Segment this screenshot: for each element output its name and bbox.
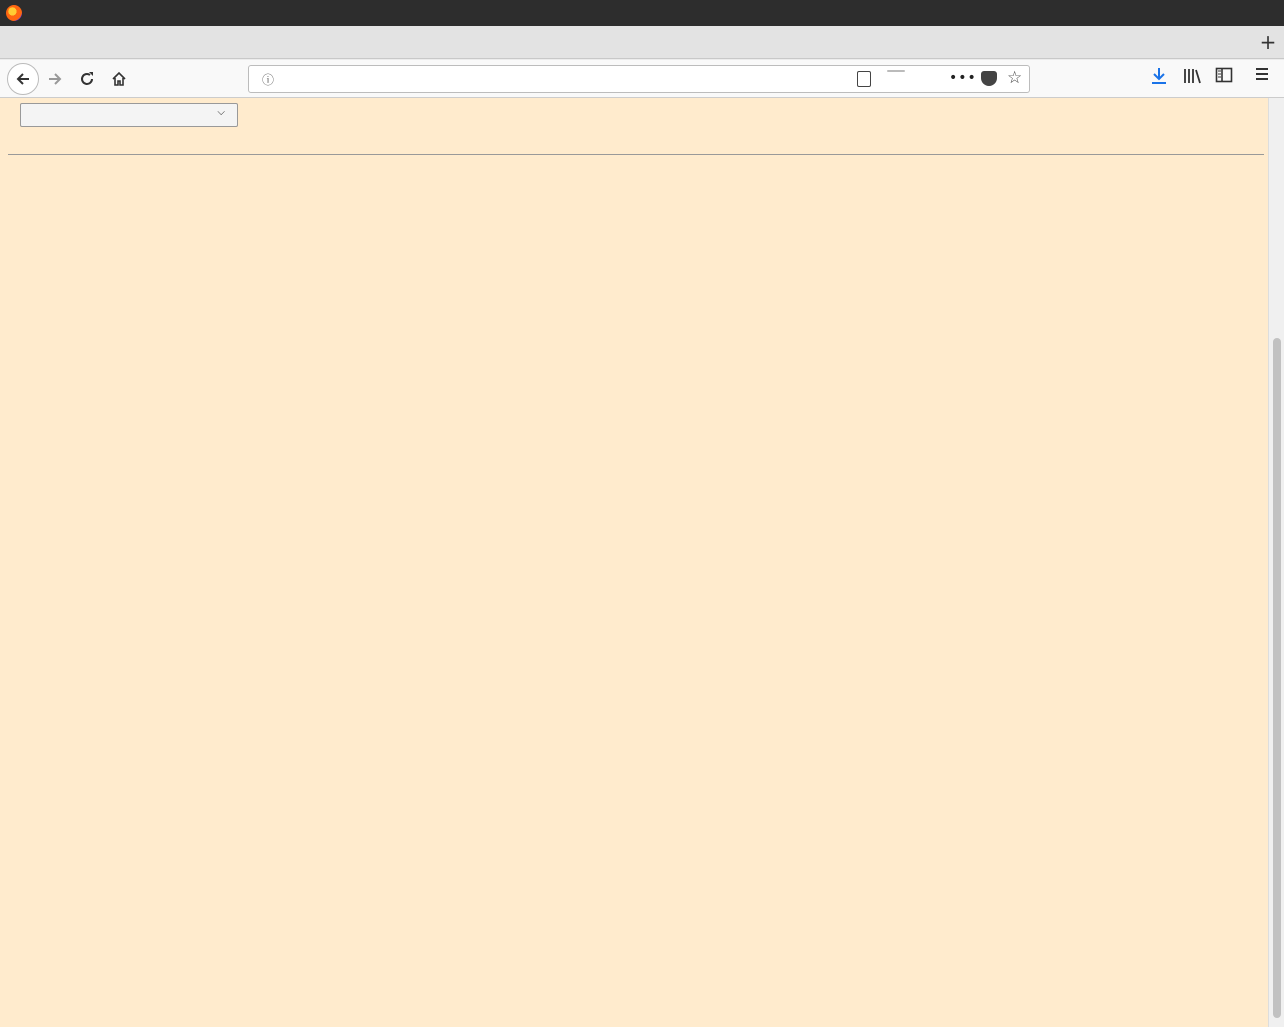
library-icon[interactable]	[1182, 66, 1202, 90]
bookmark-star-icon[interactable]: ☆	[1007, 68, 1023, 88]
vertical-scrollbar[interactable]	[1268, 98, 1284, 1027]
page-actions-icon[interactable]: •••	[949, 70, 977, 86]
pocket-icon[interactable]	[981, 71, 997, 86]
forward-button[interactable]	[42, 66, 68, 92]
system-functions-row	[8, 102, 1264, 128]
reload-icon	[79, 71, 95, 87]
window-titlebar	[0, 0, 1284, 26]
site-info-icon[interactable]: ⓘ	[261, 72, 274, 87]
back-arrow-icon	[15, 71, 31, 87]
home-icon	[111, 71, 127, 87]
back-button[interactable]	[7, 63, 39, 95]
zoom-level-badge[interactable]	[887, 70, 905, 72]
divider	[8, 154, 1264, 155]
firefox-logo-icon	[6, 5, 22, 21]
system-function-select[interactable]	[20, 103, 238, 127]
scrollbar-thumb[interactable]	[1273, 338, 1281, 1018]
chevron-down-icon: ⌵	[217, 107, 225, 118]
home-button[interactable]	[106, 66, 132, 92]
menu-icon[interactable]	[1254, 66, 1270, 86]
reload-button[interactable]	[74, 66, 100, 92]
navigation-bar	[0, 60, 1284, 98]
url-bar[interactable]	[248, 65, 1030, 93]
tab-bar	[0, 26, 1284, 59]
forward-arrow-icon	[47, 71, 63, 87]
reader-view-icon[interactable]	[857, 71, 871, 87]
page-viewport	[0, 98, 1268, 1027]
sidebar-icon[interactable]	[1215, 66, 1233, 88]
new-tab-button[interactable]: +	[1259, 30, 1277, 54]
downloads-icon[interactable]	[1150, 66, 1168, 90]
page-content	[8, 98, 1264, 155]
